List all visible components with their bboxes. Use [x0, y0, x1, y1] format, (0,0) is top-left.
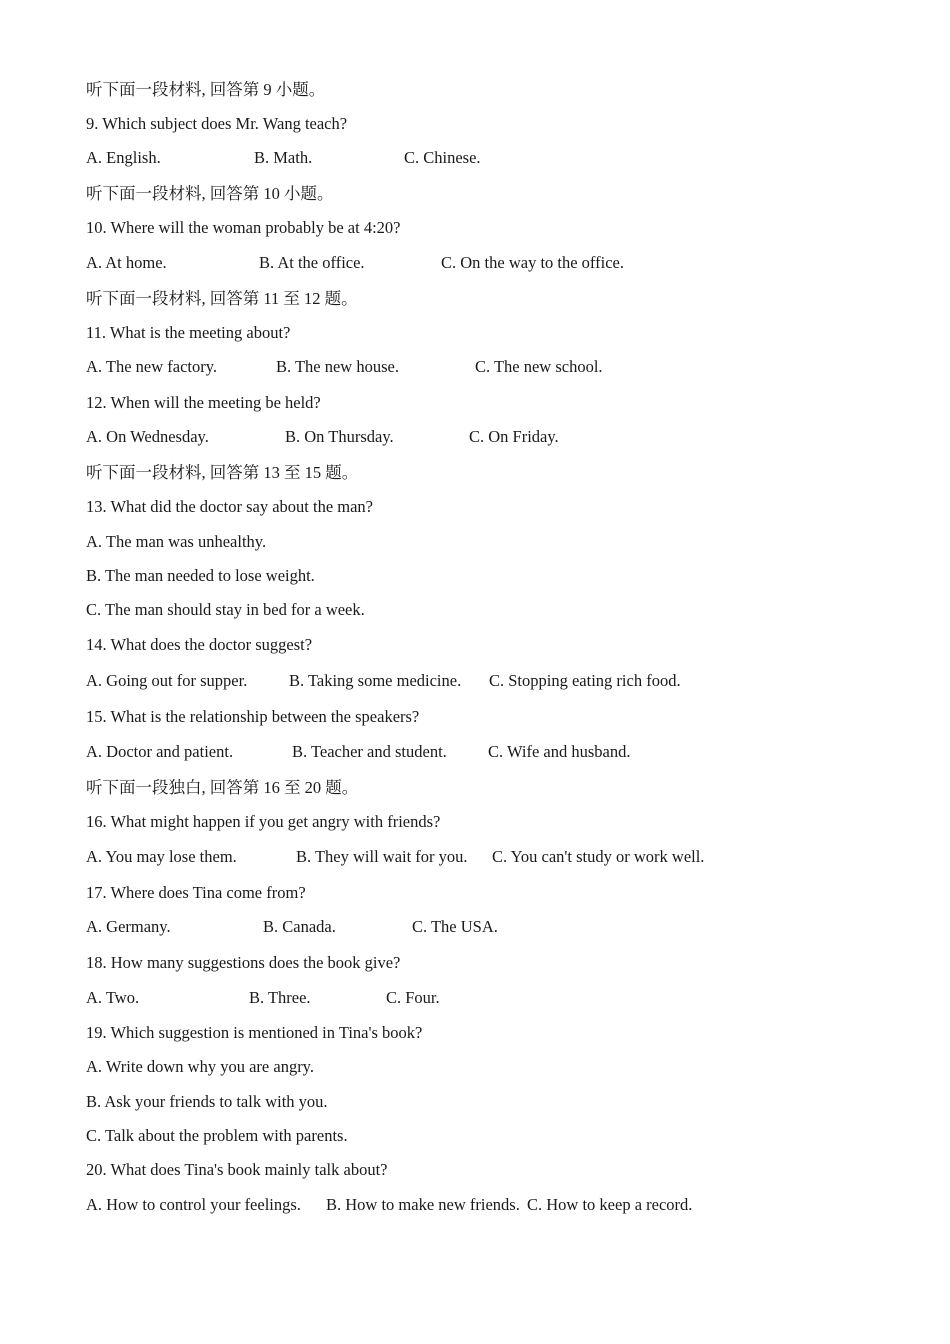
option-c: C. Talk about the problem with parents.	[86, 1126, 348, 1145]
section-header: 听下面一段材料, 回答第 10 小题。	[86, 184, 334, 203]
option-b: B. Teacher and student.	[292, 742, 447, 761]
option-c: C. Wife and husband.	[488, 742, 631, 761]
option-b: B. Canada.	[263, 917, 336, 936]
option-b: B. Ask your friends to talk with you.	[86, 1092, 328, 1111]
question-16: 16. What might happen if you get angry with friends?	[86, 812, 441, 831]
option-a: A. How to control your feelings.	[86, 1195, 301, 1214]
option-b: B. The new house.	[276, 357, 399, 376]
section-header: 听下面一段材料, 回答第 13 至 15 题。	[86, 463, 359, 482]
question-14: 14. What does the doctor suggest?	[86, 635, 313, 654]
question-13: 13. What did the doctor say about the man?	[86, 497, 373, 516]
option-c: C. You can't study or work well.	[492, 847, 705, 866]
section-header: 听下面一段材料, 回答第 9 小题。	[86, 80, 326, 99]
question-18: 18. How many suggestions does the book give?	[86, 953, 401, 972]
question-9: 9. Which subject does Mr. Wang teach?	[86, 114, 348, 133]
option-c: C. Chinese.	[404, 148, 481, 167]
option-a: A. Doctor and patient.	[86, 742, 234, 761]
option-a: A. The man was unhealthy.	[86, 532, 267, 551]
option-b: B. They will wait for you.	[296, 847, 468, 866]
option-a: A. The new factory.	[86, 357, 218, 376]
option-b: B. How to make new friends.	[326, 1195, 520, 1214]
option-c: C. The new school.	[475, 357, 603, 376]
option-b: B. Taking some medicine.	[289, 671, 462, 690]
option-c: C. On Friday.	[469, 427, 559, 446]
option-b: B. The man needed to lose weight.	[86, 566, 315, 585]
option-b: B. At the office.	[259, 253, 365, 272]
question-15: 15. What is the relationship between the speakers?	[86, 707, 420, 726]
question-17: 17. Where does Tina come from?	[86, 883, 306, 902]
option-b: B. Math.	[254, 148, 313, 167]
question-19: 19. Which suggestion is mentioned in Tina's book?	[86, 1023, 423, 1042]
question-20: 20. What does Tina's book mainly talk about?	[86, 1160, 388, 1179]
question-11: 11. What is the meeting about?	[86, 323, 291, 342]
option-c: C. Stopping eating rich food.	[489, 671, 681, 690]
option-a: A. Going out for supper.	[86, 671, 248, 690]
section-header: 听下面一段材料, 回答第 11 至 12 题。	[86, 289, 358, 308]
option-c: C. The man should stay in bed for a week.	[86, 600, 365, 619]
option-a: A. Two.	[86, 988, 140, 1007]
option-b: B. On Thursday.	[285, 427, 394, 446]
option-a: A. You may lose them.	[86, 847, 237, 866]
option-a: A. Germany.	[86, 917, 171, 936]
option-c: C. The USA.	[412, 917, 498, 936]
option-a: A. English.	[86, 148, 161, 167]
option-c: C. How to keep a record.	[527, 1195, 693, 1214]
question-10: 10. Where will the woman probably be at 4:20?	[86, 218, 401, 237]
option-a: A. At home.	[86, 253, 167, 272]
option-a: A. Write down why you are angry.	[86, 1057, 314, 1076]
option-a: A. On Wednesday.	[86, 427, 209, 446]
option-c: C. On the way to the office.	[441, 253, 624, 272]
option-c: C. Four.	[386, 988, 440, 1007]
section-header: 听下面一段独白, 回答第 16 至 20 题。	[86, 778, 359, 797]
option-b: B. Three.	[249, 988, 311, 1007]
question-12: 12. When will the meeting be held?	[86, 393, 321, 412]
